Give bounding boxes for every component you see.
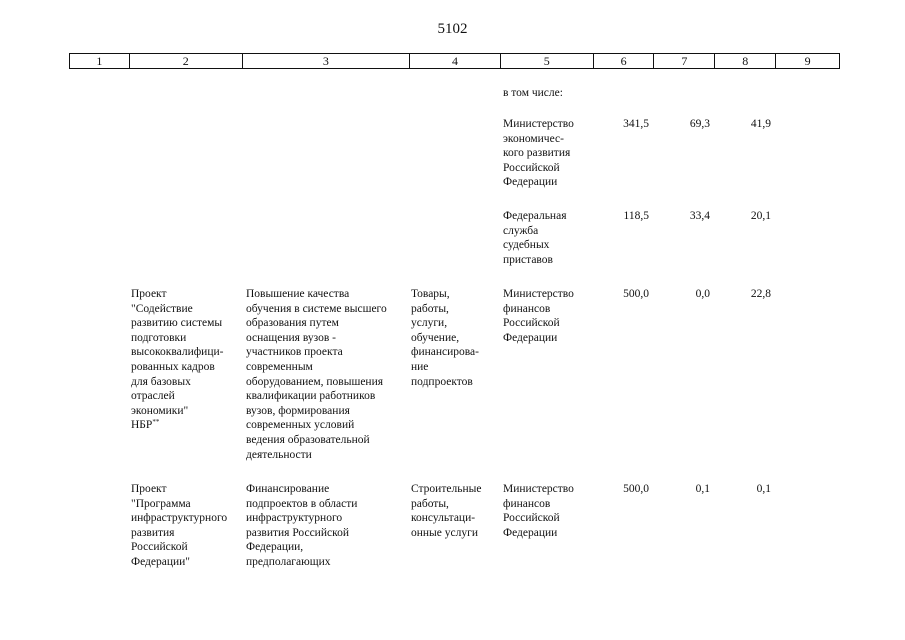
column-header-1: 1 xyxy=(70,54,130,68)
row-3-procurement: Товары, работы, услуги, обучение, финансирова- ние подпроектов xyxy=(411,288,479,388)
row-3-project-name-text: Проект "Содействие развитию системы подготовки высококвалифици- рованных кадров для базовых отраслей экономики" НБР xyxy=(131,288,224,432)
row-3-organization: Министерство финансов Российской Федерации xyxy=(503,288,574,344)
row-4-procurement: Строительные работы, консультаци- онные услуги xyxy=(411,483,482,539)
column-header-7: 7 xyxy=(654,54,715,68)
page-number: 5102 xyxy=(437,21,468,37)
row-1-col7-value: 69,3 xyxy=(689,118,710,130)
row-4-col7-value: 0,1 xyxy=(695,483,710,495)
row-4-purpose: Финансирование подпроектов в области инфраструктурного развития Российской Федерации, предполагающих xyxy=(246,483,358,568)
row-3-purpose: Повышение качества обучения в системе высшего образования путем оснащения вузов - участников проекта современным оборудованием, повышения квалификации работников вузов, формирования современных условий ведения образовательной деятельности xyxy=(246,288,387,461)
column-header-3: 3 xyxy=(243,54,411,68)
row-2-col6-value: 118,5 xyxy=(623,210,649,222)
column-header-2: 2 xyxy=(130,54,243,68)
row-1-col8-value: 41,9 xyxy=(750,118,771,130)
row-1-col6-value: 341,5 xyxy=(623,118,649,130)
row-2-organization: Федеральная служба судебных приставов xyxy=(503,210,567,266)
column-header-5: 5 xyxy=(501,54,594,68)
row-4-col6-value: 500,0 xyxy=(623,483,649,495)
row-4-organization: Министерство финансов Российской Федерации xyxy=(503,483,574,539)
row-3-footnote-mark: ** xyxy=(152,418,160,427)
row-3-project-name xyxy=(131,287,223,433)
row-2-col7-value: 33,4 xyxy=(689,210,710,222)
column-header-4: 4 xyxy=(410,54,501,68)
column-header-9: 9 xyxy=(804,54,811,68)
table-header-row xyxy=(69,53,840,69)
row-3-col7-value: 0,0 xyxy=(695,288,710,300)
row-4-col8-value: 0,1 xyxy=(756,483,771,495)
column-header-6: 6 xyxy=(594,54,655,68)
row-3-col8-value: 22,8 xyxy=(750,288,771,300)
row-3-col6-value: 500,0 xyxy=(623,288,649,300)
row-2-col8-value: 20,1 xyxy=(750,210,771,222)
row-4-project-name: Проект "Программа инфраструктурного развития Российской Федерации" xyxy=(131,483,228,568)
column-header-8: 8 xyxy=(715,54,776,68)
row-1-organization: Министерство экономичес- кого развития Российской Федерации xyxy=(503,118,574,189)
including-label: в том числе: xyxy=(503,87,563,99)
